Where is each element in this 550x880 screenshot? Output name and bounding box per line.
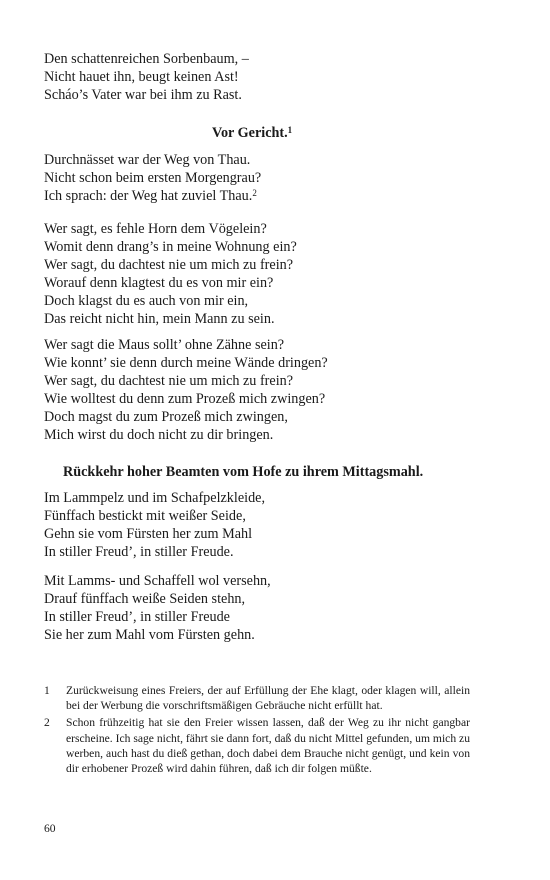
verse-line: Wie konnt’ sie denn durch meine Wände dringen? <box>44 354 328 371</box>
poem-title-rueckkehr: Rückkehr hoher Beamten vom Hofe zu ihrem Mittagsmahl. <box>63 464 424 480</box>
verse-line: Wie wolltest du denn zum Prozeß mich zwingen? <box>44 390 326 407</box>
verse-line: Nicht schon beim ersten Morgengrau? <box>44 169 262 186</box>
stanza-3 <box>44 337 328 444</box>
verse-line: Wer sagt, es fehle Horn dem Vögelein? <box>44 221 267 237</box>
stanza-opening <box>44 51 249 105</box>
footnote <box>44 683 470 713</box>
verse-line: Den schattenreichen Sorbenbaum, – <box>44 51 249 67</box>
verse-line: Drauf fünffach weiße Seiden stehn, <box>44 590 246 607</box>
verse-line: Das reicht nicht hin, mein Mann zu sein. <box>44 310 275 327</box>
verse-line: Scháo’s Vater war bei ihm zu Rast. <box>44 86 242 103</box>
footnote-number: 1 <box>44 684 50 697</box>
stanza-5 <box>44 573 271 645</box>
verse-line-with-note <box>44 188 261 206</box>
verse-line: Worauf denn klagtest du es von mir ein? <box>44 274 274 291</box>
verse-line: Mich wirst du doch nicht zu dir bringen. <box>44 426 274 443</box>
verse-line-text: Ich sprach: der Weg hat zuviel Thau. <box>44 187 253 204</box>
verse-line: In stiller Freud’, in stiller Freude <box>44 608 230 625</box>
footnote-text: Zurückweisung eines Freiers, der auf Erfüllung der Ehe klagt, oder klagen will, allein bei der Werbung die vorschriftsmäßigen Gebräuche nicht erfüllt hat. <box>66 684 470 713</box>
verse-line: Sie her zum Mahl vom Fürsten gehn. <box>44 626 255 643</box>
verse-line: Womit denn drang’s in meine Wohnung ein? <box>44 238 297 255</box>
page-number: 60 <box>44 822 56 835</box>
stanza-2 <box>44 221 297 328</box>
verse-line: Gehn sie vom Fürsten her zum Mahl <box>44 525 253 542</box>
footnote-ref: 1 <box>287 125 293 135</box>
verse-line: Fünffach bestickt mit weißer Seide, <box>44 507 246 524</box>
verse-line: Doch magst du zum Prozeß mich zwingen, <box>44 408 288 425</box>
verse-line: Wer sagt, du dachtest nie um mich zu frein? <box>44 256 294 273</box>
stanza-1 <box>44 152 261 206</box>
verse-line: Nicht hauet ihn, beugt keinen Ast! <box>44 68 239 85</box>
poem-title-vor-gericht <box>212 124 292 142</box>
poem-title-text: Vor Gericht. <box>212 125 288 141</box>
verse-line: Im Lammpelz und im Schafpelzkleide, <box>44 490 266 506</box>
verse-line: In stiller Freud’, in stiller Freude. <box>44 543 234 560</box>
footnote-text: Schon frühzeitig hat sie den Freier wissen lassen, daß der Weg zu ihr nicht gangbar erscheine. Ich sage nicht, fährt sie dann fort, daß du nicht Mittel gefunden, um mich zu werben, auch hast du dieß gethan, doch dabei dem Brauche nicht genügt, und kein von dir erhobener Prozeß wird dahin führen, daß ich dir folgen müßte. <box>66 716 470 776</box>
stanza-4 <box>44 490 265 562</box>
verse-line: Doch klagst du es auch von mir ein, <box>44 292 249 309</box>
verse-line: Wer sagt die Maus sollt’ ohne Zähne sein? <box>44 337 285 353</box>
verse-line: Wer sagt, du dachtest nie um mich zu frein? <box>44 372 294 389</box>
verse-line: Durchnässet war der Weg von Thau. <box>44 152 251 168</box>
footnote <box>44 715 470 776</box>
footnotes <box>44 683 470 778</box>
footnote-number: 2 <box>44 716 50 730</box>
verse-line: Mit Lamms- und Schaffell wol versehn, <box>44 573 271 589</box>
footnote-ref: 2 <box>252 187 257 198</box>
